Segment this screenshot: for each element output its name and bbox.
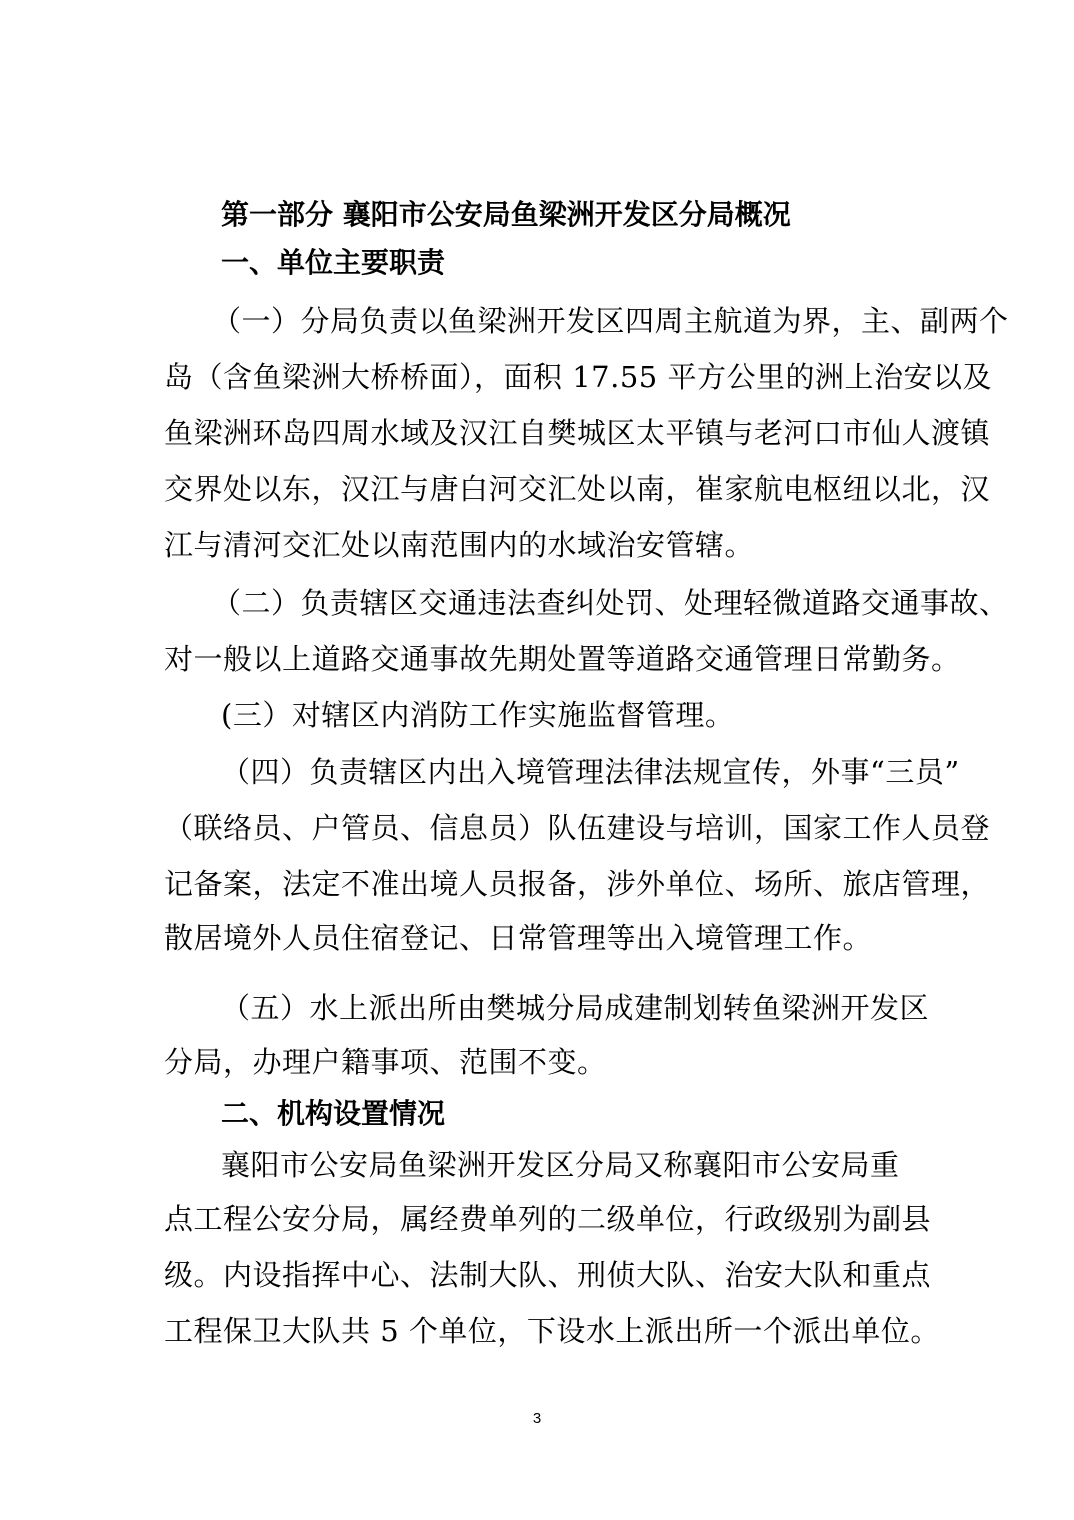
paragraph-line: 襄阳市公安局鱼梁洲开发区分局又称襄阳市公安局重: [221, 1148, 900, 1182]
paragraph-line: 散居境外人员住宿登记、日常管理等出入境管理工作。: [164, 921, 873, 955]
paragraph-line: （联络员、户管员、信息员）队伍建设与培训，国家工作人员登: [164, 811, 991, 845]
part-title: 第一部分 襄阳市公安局鱼梁洲开发区分局概况: [221, 198, 791, 231]
paragraph-line: 工程保卫大队共 5 个单位，下设水上派出所一个派出单位。: [164, 1314, 940, 1348]
paragraph-line: 记备案，法定不准出境人员报备，涉外单位、场所、旅店管理，: [164, 867, 991, 901]
paragraph-line: 点工程公安分局，属经费单列的二级单位，行政级别为副县: [164, 1202, 932, 1236]
paragraph-line: （五）水上派出所由樊城分局成建制划转鱼梁洲开发区: [221, 991, 930, 1025]
page-number: 3: [532, 1410, 542, 1427]
section-heading-duties: 一、单位主要职责: [221, 246, 446, 279]
paragraph-line: 交界处以东，汉江与唐白河交汇处以南，崔家航电枢纽以北，汉: [164, 472, 991, 506]
paragraph-line: （二）负责辖区交通违法查纠处罚、处理轻微道路交通事故、: [212, 586, 1009, 620]
paragraph-line: （一）分局负责以鱼梁洲开发区四周主航道为界，主、副两个: [212, 304, 1009, 338]
paragraph-line: 对一般以上道路交通事故先期处置等道路交通管理日常勤务。: [164, 642, 961, 676]
paragraph-line: (三）对辖区内消防工作实施监督管理。: [221, 698, 735, 732]
paragraph-line: 分局，办理户籍事项、范围不变。: [164, 1045, 607, 1079]
paragraph-line: 级。内设指挥中心、法制大队、刑侦大队、治安大队和重点: [164, 1258, 932, 1292]
section-heading-organization: 二、机构设置情况: [221, 1097, 446, 1130]
paragraph-line: 江与清河交汇处以南范围内的水域治安管辖。: [164, 528, 755, 562]
paragraph-line: （四）负责辖区内出入境管理法律法规宣传，外事“三员”: [221, 755, 960, 789]
paragraph-line: 岛（含鱼梁洲大桥桥面），面积 17.55 平方公里的洲上治安以及: [164, 360, 992, 394]
paragraph-line: 鱼梁洲环岛四周水域及汉江自樊城区太平镇与老河口市仙人渡镇: [164, 416, 991, 450]
